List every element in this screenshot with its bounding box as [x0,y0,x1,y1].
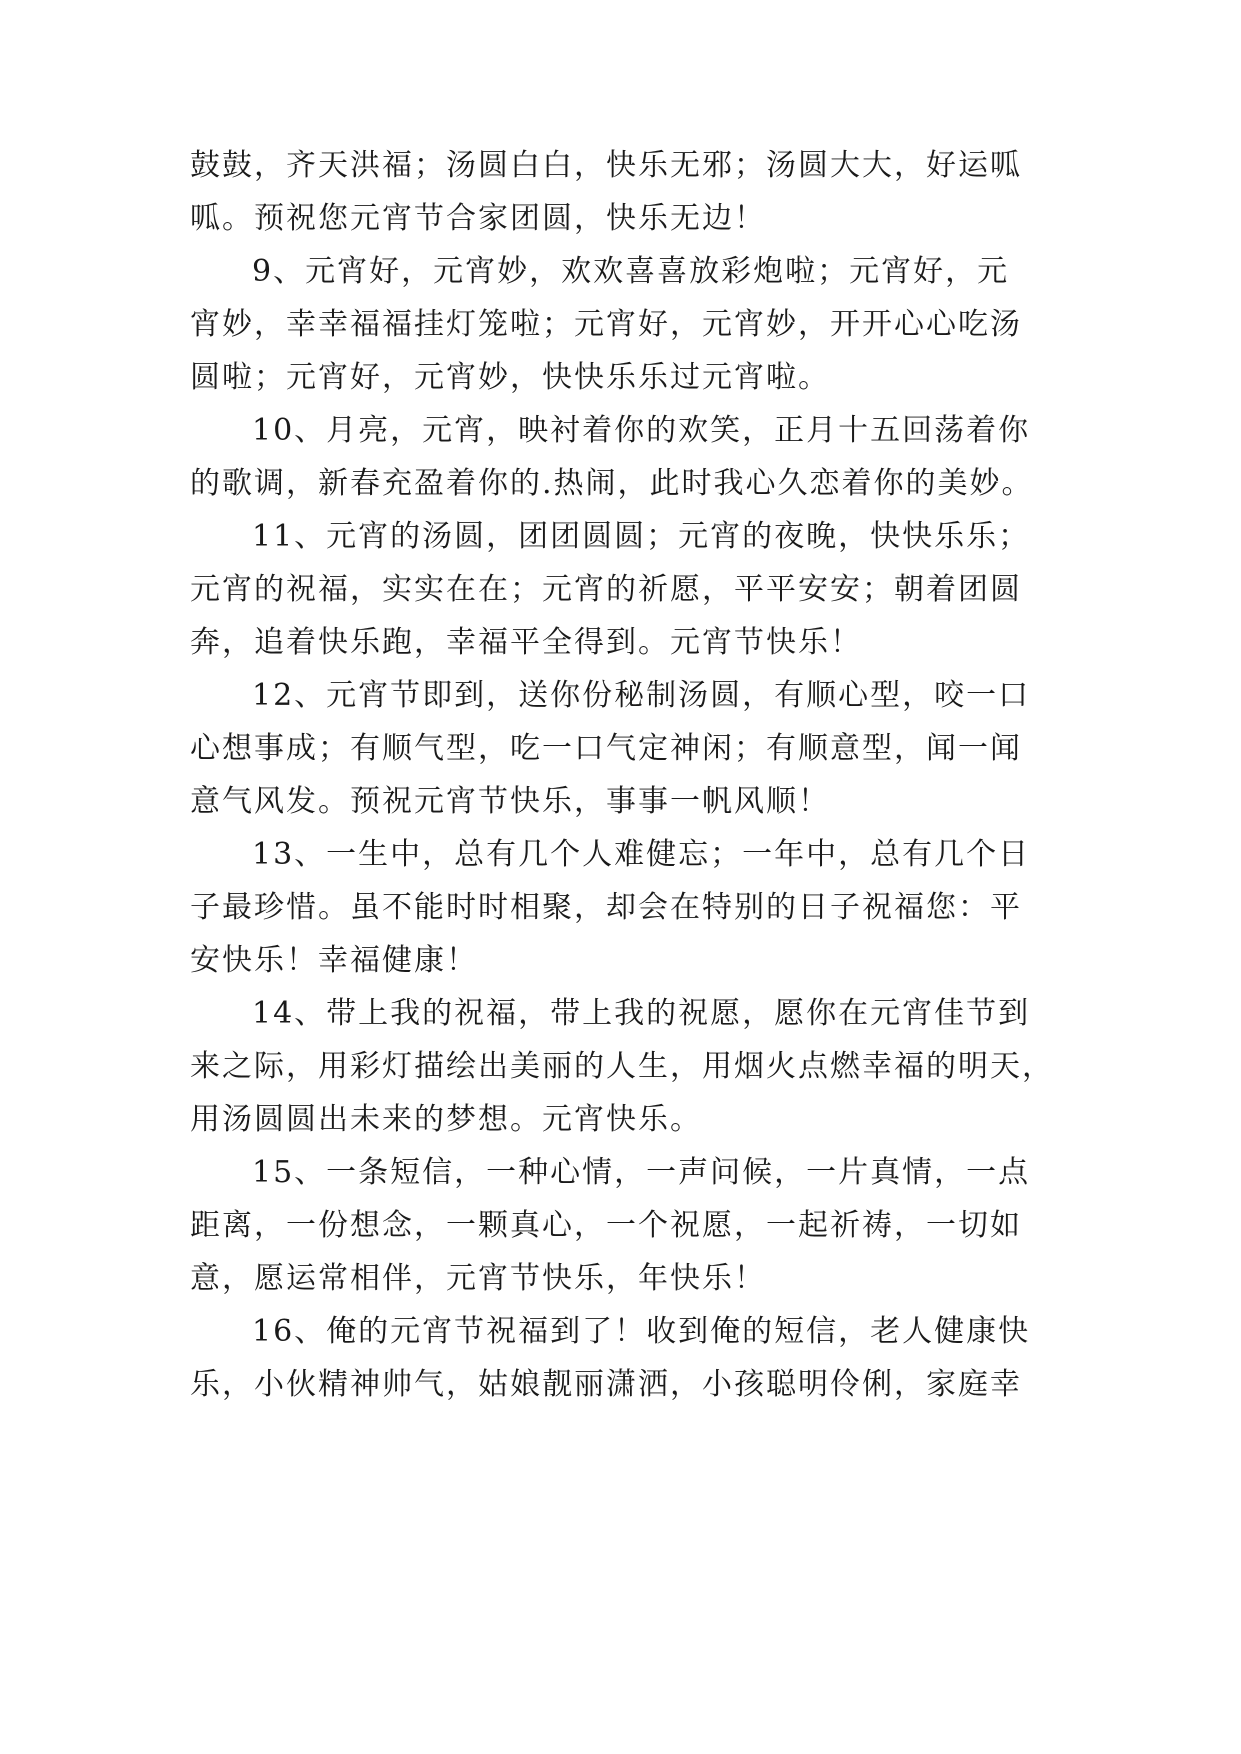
text-line: 距离，一份想念，一颗真心，一个祝愿，一起祈祷，一切如 [190,1208,1022,1243]
text-line: 意气风发。预祝元宵节快乐，事事一帆风顺！ [190,784,830,819]
text-line: 意，愿运常相伴，元宵节快乐，年快乐！ [190,1261,766,1296]
text-line: 的歌调，新春充盈着你的.热闹，此时我心久恋着你的美妙。 [190,466,1034,501]
text-line: 16、俺的元宵节祝福到了！收到俺的短信，老人健康快 [252,1314,1031,1349]
text-line: 元宵的祝福，实实在在；元宵的祈愿，平平安安；朝着团圆 [190,572,1022,607]
text-line: 圆啦；元宵好，元宵妙，快快乐乐过元宵啦。 [190,360,830,395]
text-line: 心想事成；有顺气型，吃一口气定神闲；有顺意型，闻一闻 [190,731,1022,766]
text-line: 9、元宵好，元宵妙，欢欢喜喜放彩炮啦；元宵好，元 [252,254,1010,289]
text-line: 10、月亮，元宵，映衬着你的欢笑，正月十五回荡着你 [252,413,1031,448]
text-line: 12、元宵节即到，送你份秘制汤圆，有顺心型，咬一口 [252,678,1031,713]
text-line: 安快乐！幸福健康！ [190,943,478,978]
text-line: 15、一条短信，一种心情，一声问候，一片真情，一点 [252,1155,1031,1190]
text-line: 用汤圆圆出未来的梦想。元宵快乐。 [190,1102,702,1137]
text-line: 鼓鼓，齐天洪福；汤圆白白，快乐无邪；汤圆大大，好运呱 [190,148,1022,183]
text-line: 奔，追着快乐跑，幸福平全得到。元宵节快乐！ [190,625,862,660]
text-line: 乐，小伙精神帅气，姑娘靓丽潇洒，小孩聪明伶俐，家庭幸 [190,1367,1022,1402]
text-line: 来之际，用彩灯描绘出美丽的人生，用烟火点燃幸福的明天， [190,1049,1054,1084]
text-line: 14、带上我的祝福，带上我的祝愿，愿你在元宵佳节到 [252,996,1031,1031]
text-line: 13、一生中，总有几个人难健忘；一年中，总有几个日 [252,837,1031,872]
text-line: 11、元宵的汤圆，团团圆圆；元宵的夜晚，快快乐乐； [252,519,1031,554]
text-line: 宵妙，幸幸福福挂灯笼啦；元宵好，元宵妙，开开心心吃汤 [190,307,1022,342]
text-line: 呱。预祝您元宵节合家团圆，快乐无边！ [190,201,766,236]
text-line: 子最珍惜。虽不能时时相聚，却会在特别的日子祝福您：平 [190,890,1022,925]
